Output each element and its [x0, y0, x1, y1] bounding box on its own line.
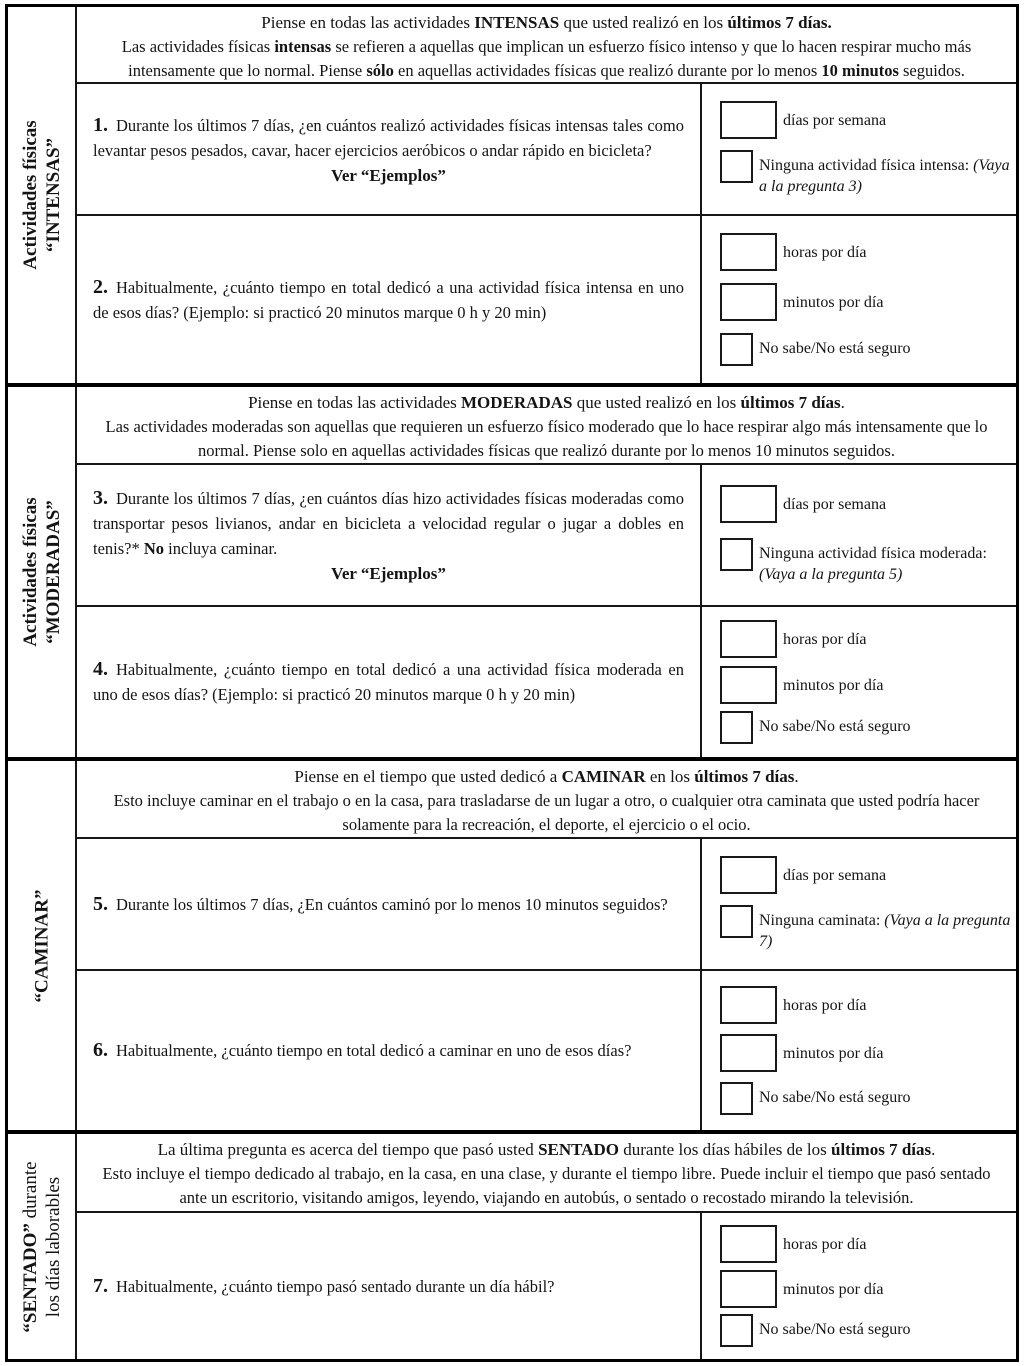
- section-header-body: Las actividades moderadas son aquellas que requieren un esfuerzo físico moderado que lo hace respirar algo más intensamente que lo normal. Piense solo en aquellas actividades físicas que realizó durante por lo menos 10 minutos seguidos.: [105, 417, 988, 460]
- answer-option: [720, 620, 1012, 658]
- answer-option: [720, 1082, 1012, 1115]
- question-3-text: 3. Durante los últimos 7 días, ¿en cuántos días hizo actividades físicas moderadas como transportar pesos livianos, andar en bicicleta a velocidad regular o jugar a dobles en tenis?* No incluya caminar. Ver “Ejemplos”: [93, 487, 684, 583]
- answer-option: [720, 233, 1012, 271]
- section-moderadas: [8, 383, 1016, 757]
- skip-note: (Vaya a la pregunta 7): [759, 912, 1011, 951]
- answer-option: [720, 666, 1012, 704]
- question-row-1: [77, 84, 1016, 214]
- answer-label: horas por día: [783, 1235, 867, 1253]
- side-label-line: “MODERADAS”: [42, 500, 64, 644]
- question-row-3: [77, 465, 1016, 605]
- see-examples-label: Ver “Ejemplos”: [331, 165, 446, 185]
- question-6-answers: [700, 971, 1016, 1130]
- answer-label: No sabe/No está seguro: [759, 1089, 911, 1106]
- question-number: 6.: [93, 1039, 108, 1061]
- q7-unsure-checkbox[interactable]: [720, 1314, 753, 1347]
- q4-hours-input[interactable]: [720, 620, 777, 658]
- answer-label: minutos por día: [783, 1280, 884, 1298]
- section-caminar: [8, 757, 1016, 1130]
- question-2-answers: [700, 216, 1016, 383]
- section-header-sentado: [77, 1134, 1016, 1213]
- question-number: 7.: [93, 1274, 108, 1297]
- answer-option: [720, 1270, 1012, 1308]
- section-intensas: [8, 7, 1016, 383]
- answer-option: [720, 856, 1012, 894]
- section-header-title: Piense en todas las actividades INTENSAS que usted realizó en los últimos 7 días.: [261, 13, 832, 32]
- side-label: [19, 120, 65, 269]
- question-row-5: [77, 839, 1016, 969]
- side-label: [19, 1161, 65, 1332]
- q5-days-per-week-input[interactable]: [720, 856, 777, 894]
- q6-hours-input[interactable]: [720, 986, 777, 1024]
- question-2-text: 2. Habitualmente, ¿cuánto tiempo en total dedicó a una actividad física intensa en uno de esos días? (Ejemplo: si practicó 20 minutos marque 0 h y 20 min): [93, 275, 684, 322]
- answer-option: [720, 986, 1012, 1024]
- q6-unsure-checkbox[interactable]: [720, 1082, 753, 1115]
- section-header-title: Piense en todas las actividades MODERADAS que usted realizó en los últimos 7 días.: [248, 393, 845, 412]
- section-label-moderadas: [8, 387, 77, 757]
- q2-minutes-input[interactable]: [720, 283, 777, 321]
- side-label-line: “CAMINAR”: [31, 889, 52, 1002]
- side-label-line: Actividades físicas: [19, 497, 41, 647]
- question-number: 2.: [93, 275, 108, 298]
- question-5-answers: [700, 839, 1016, 969]
- question-1-text: 1. Durante los últimos 7 días, ¿en cuántos realizó actividades físicas intensas tales como levantar pesos pesados, cavar, hacer ejercicios aeróbicos o andar rápido en bicicleta? Ver “Ejemplos”: [93, 113, 684, 185]
- section-header-title: La última pregunta es acerca del tiempo que pasó usted SENTADO durante los días hábiles de los últimos 7 días.: [157, 1140, 936, 1159]
- side-label: [19, 497, 65, 646]
- section-header-body: Las actividades físicas intensas se refieren a aquellas que implican un esfuerzo físico intenso y que lo hacen respirar mucho más intensamente que lo normal. Piense sólo en aquellas actividades físicas que realizó durante por lo menos 10 minutos seguidos.: [121, 37, 972, 80]
- section-label-sentado: [8, 1134, 77, 1359]
- answer-label: Ninguna caminata:: [759, 912, 881, 930]
- question-4-text: 4. Habitualmente, ¿cuánto tiempo en total dedicó a una actividad física moderada en uno de esos días? (Ejemplo: si practicó 20 minutos marque 0 h y 20 min): [93, 658, 684, 704]
- q5-no-walk-checkbox[interactable]: [720, 905, 753, 938]
- question-3-answers: [700, 465, 1016, 605]
- section-sentado: [8, 1130, 1016, 1359]
- question-row-7: [77, 1213, 1016, 1359]
- answer-option: [720, 283, 1012, 321]
- answer-label: No sabe/No está seguro: [759, 718, 911, 736]
- answer-label: minutos por día: [783, 1045, 884, 1062]
- side-label-line: los días laborables: [42, 1176, 64, 1317]
- answer-option: [720, 538, 1012, 585]
- answer-label: minutos por día: [783, 676, 884, 694]
- answer-option: [720, 485, 1012, 523]
- section-header-intensas: [77, 7, 1016, 84]
- question-7-answers: [700, 1213, 1016, 1359]
- answer-option: [720, 1225, 1012, 1263]
- answer-label: días por semana: [783, 111, 887, 129]
- answer-option: [720, 1034, 1012, 1072]
- answer-label: No sabe/No está seguro: [759, 1321, 911, 1339]
- question-4-answers: [700, 607, 1016, 757]
- question-number: 5.: [93, 892, 108, 915]
- section-header-caminar: [77, 761, 1016, 839]
- side-label-line: “SENTADO” durante: [19, 1160, 41, 1333]
- answer-label: No sabe/No está seguro: [759, 340, 911, 357]
- question-7-text: 7. Habitualmente, ¿cuánto tiempo pasó sentado durante un día hábil?: [93, 1274, 555, 1297]
- section-header-body: Esto incluye caminar en el trabajo o en la casa, para trasladarse de un lugar a otro, o cualquier otra caminata que usted podría hacer solamente para la recreación, el deporte, el ejercicio o el ocio.: [113, 791, 980, 834]
- section-label-intensas: [8, 7, 77, 383]
- question-row-2: [77, 214, 1016, 383]
- question-6-text: 6. Habitualmente, ¿cuánto tiempo en total dedicó a caminar en uno de esos días?: [93, 1039, 632, 1061]
- side-label-line: Actividades físicas: [19, 120, 41, 270]
- answer-option: [720, 905, 1012, 952]
- answer-option: [720, 101, 1012, 139]
- side-label-line: “INTENSAS”: [42, 137, 64, 253]
- see-examples-label: Ver “Ejemplos”: [331, 564, 446, 583]
- answer-label: Ninguna actividad física moderada:: [759, 545, 987, 562]
- skip-note: (Vaya a la pregunta 3): [759, 157, 1010, 196]
- q6-minutes-input[interactable]: [720, 1034, 777, 1072]
- question-row-4: [77, 605, 1016, 757]
- question-1-answers: [700, 84, 1016, 214]
- answer-label: días por semana: [783, 866, 887, 884]
- question-number: 1.: [93, 113, 108, 136]
- section-header-body: Esto incluye el tiempo dedicado al trabajo, en la casa, en una clase, y durante el tiempo libre. Puede incluir el tiempo que pasó sentado ante un escritorio, visitando amigos, leyendo, viajando en autobús, o sentado o recostado mirando la televisión.: [102, 1164, 991, 1207]
- q2-hours-input[interactable]: [720, 233, 777, 271]
- answer-option: [720, 333, 1012, 366]
- section-header-moderadas: [77, 387, 1016, 465]
- q4-unsure-checkbox[interactable]: [720, 711, 753, 744]
- q7-hours-input[interactable]: [720, 1225, 777, 1263]
- question-number: 3.: [93, 487, 108, 509]
- answer-option: [720, 1314, 1012, 1347]
- side-label: [30, 889, 53, 1002]
- q4-minutes-input[interactable]: [720, 666, 777, 704]
- answer-label: minutos por día: [783, 294, 884, 311]
- question-number: 4.: [93, 658, 108, 680]
- section-label-caminar: [8, 761, 77, 1130]
- q3-days-per-week-input[interactable]: [720, 485, 777, 523]
- question-5-text: 5. Durante los últimos 7 días, ¿En cuántos caminó por lo menos 10 minutos seguidos?: [93, 892, 668, 915]
- answer-label: días por semana: [783, 496, 887, 513]
- q7-minutes-input[interactable]: [720, 1270, 777, 1308]
- section-header-title: Piense en el tiempo que usted dedicó a CAMINAR en los últimos 7 días.: [294, 767, 799, 786]
- skip-note: (Vaya a la pregunta 5): [759, 566, 903, 583]
- answer-label: Ninguna actividad física intensa:: [759, 157, 970, 175]
- q1-days-per-week-input[interactable]: [720, 101, 777, 139]
- answer-label: horas por día: [783, 997, 867, 1014]
- answer-option: [720, 150, 1012, 197]
- q3-no-activity-checkbox[interactable]: [720, 538, 753, 571]
- answer-label: horas por día: [783, 244, 867, 261]
- questionnaire-form: [5, 4, 1019, 1362]
- q2-unsure-checkbox[interactable]: [720, 333, 753, 366]
- answer-label: horas por día: [783, 630, 867, 648]
- q1-no-activity-checkbox[interactable]: [720, 150, 753, 183]
- question-row-6: [77, 969, 1016, 1130]
- answer-option: [720, 711, 1012, 744]
